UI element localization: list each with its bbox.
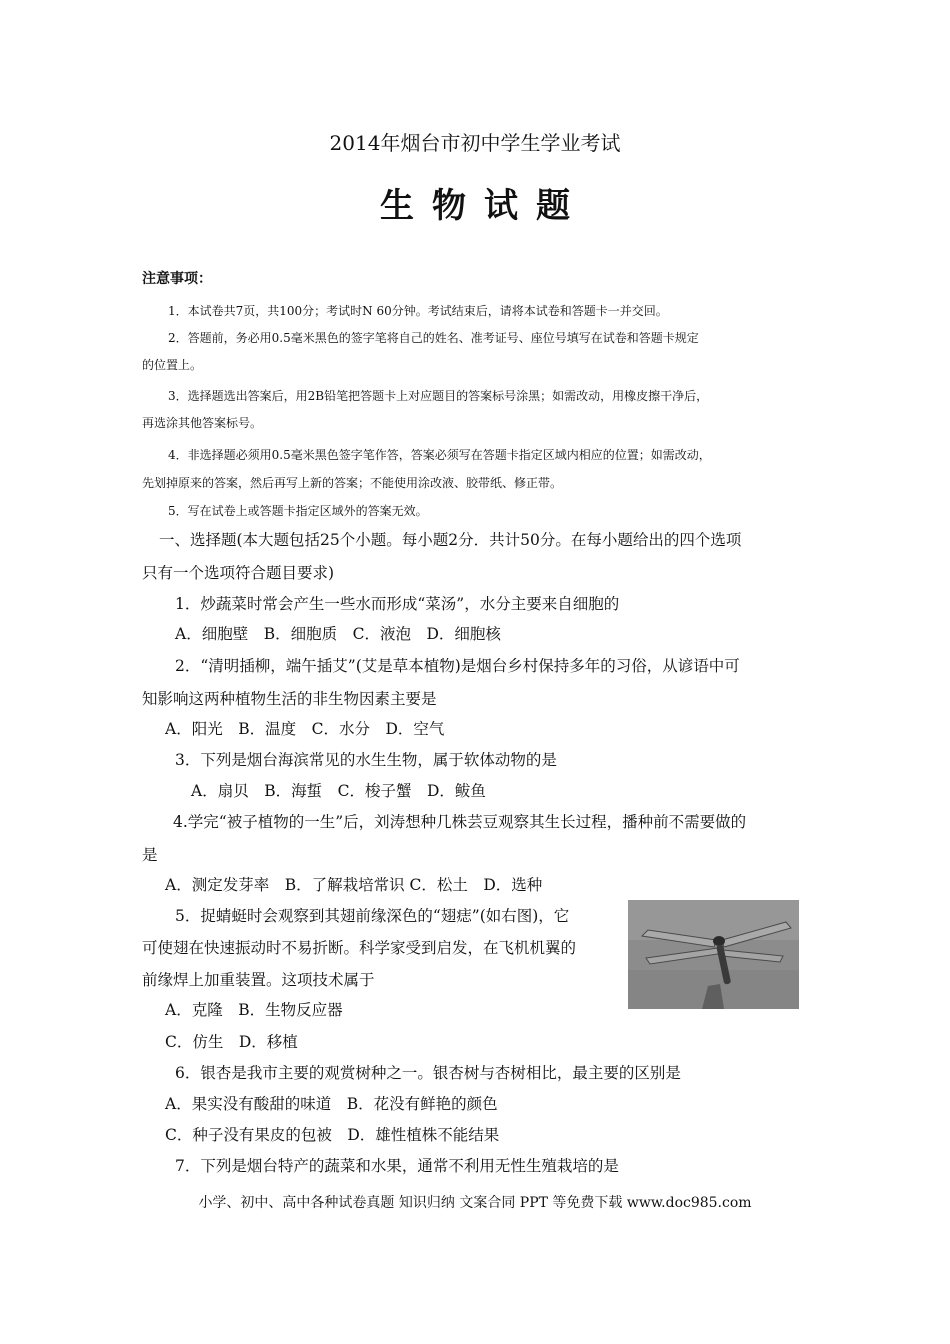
- question-line: 1．炒蔬菜时常会产生一些水而形成“菜汤”，水分主要来自细胞的: [175, 595, 620, 613]
- section-heading: 一、选择题(本大题包括25个小题。每小题2分．共计50分。在每小题给出的四个选项: [159, 531, 742, 549]
- option-line: A．扇贝 B．海蜇 C．梭子蟹 D．鲅鱼: [191, 782, 486, 800]
- option-line: A．果实没有酸甜的味道 B．花没有鲜艳的颜色: [165, 1095, 498, 1113]
- notice-item: 2．答题前，务必用0.5毫米黑色的签字笔将自己的姓名、准考证号、座位号填写在试卷和答题卡规定: [168, 331, 699, 345]
- notice-item: 先划掉原来的答案，然后再写上新的答案；不能使用涂改液、胶带纸、修正带。: [142, 476, 563, 490]
- question-line: 2．“清明插柳，端午插艾”(艾是草本植物)是烟台乡村保持多年的习俗，从谚语中可: [175, 657, 740, 675]
- question-line: 5．捉蜻蜓时会观察到其翅前缘深色的“翅痣”(如右图)，它: [175, 907, 570, 925]
- question-line: 可使翅在快速振动时不易折断。科学家受到启发，在飞机机翼的: [142, 939, 577, 957]
- notice-item: 的位置上。: [142, 358, 203, 372]
- notice-item: 4．非选择题必须用0.5毫米黑色签字笔作答，答案必须写在答题卡指定区域内相应的位置；如需改动，: [168, 448, 711, 462]
- question-line: 6．银杏是我市主要的观赏树种之一。银杏树与杏树相比，最主要的区别是: [175, 1064, 681, 1082]
- notice-item: 再选涂其他答案标号。: [142, 416, 263, 430]
- exam-title: 2014年烟台市初中学生学业考试: [329, 131, 621, 155]
- option-line: C．种子没有果皮的包被 D．雄性植株不能结果: [165, 1126, 500, 1144]
- page-footer: 小学、初中、高中各种试卷真题 知识归纳 文案合同 PPT 等免费下载 www.doc985.com: [198, 1195, 752, 1211]
- question-line: 7．下列是烟台特产的蔬菜和水果，通常不利用无性生殖栽培的是: [175, 1157, 619, 1175]
- question-line: 3．下列是烟台海滨常见的水生生物，属于软体动物的是: [175, 751, 557, 769]
- option-line: C．仿生 D．移植: [165, 1033, 298, 1051]
- option-line: A．克隆 B．生物反应器: [165, 1001, 343, 1019]
- notice-item: 3．选择题选出答案后，用2B铅笔把答题卡上对应题目的答案标号涂黑；如需改动，用橡皮擦干净后，: [168, 389, 709, 403]
- question-line: 知影响这两种植物生活的非生物因素主要是: [142, 690, 437, 708]
- notice-heading: 注意事项：: [142, 271, 212, 287]
- question-line: 是: [142, 846, 158, 864]
- question-line: 4.学完“被子植物的一生”后，刘涛想种几株芸豆观察其生长过程，播种前不需要做的: [173, 813, 747, 831]
- section-heading: 只有一个选项符合题目要求): [142, 564, 335, 582]
- notice-item: 5．写在试卷上或答题卡指定区域外的答案无效。: [168, 504, 428, 518]
- subject-title: 生物试题: [380, 186, 588, 226]
- question-line: 前缘焊上加重装置。这项技术属于: [142, 971, 375, 989]
- option-line: A．细胞壁 B．细胞质 C．液泡 D．细胞核: [175, 625, 501, 643]
- option-line: A．阳光 B．温度 C．水分 D．空气: [165, 720, 445, 738]
- dragonfly-photo: [628, 900, 799, 1009]
- option-line: A．测定发芽率 B．了解栽培常识 C．松土 D．选种: [165, 876, 543, 894]
- notice-item: 1．本试卷共7页，共100分；考试时N 60分钟。考试结束后，请将本试卷和答题卡一并交回。: [168, 304, 668, 318]
